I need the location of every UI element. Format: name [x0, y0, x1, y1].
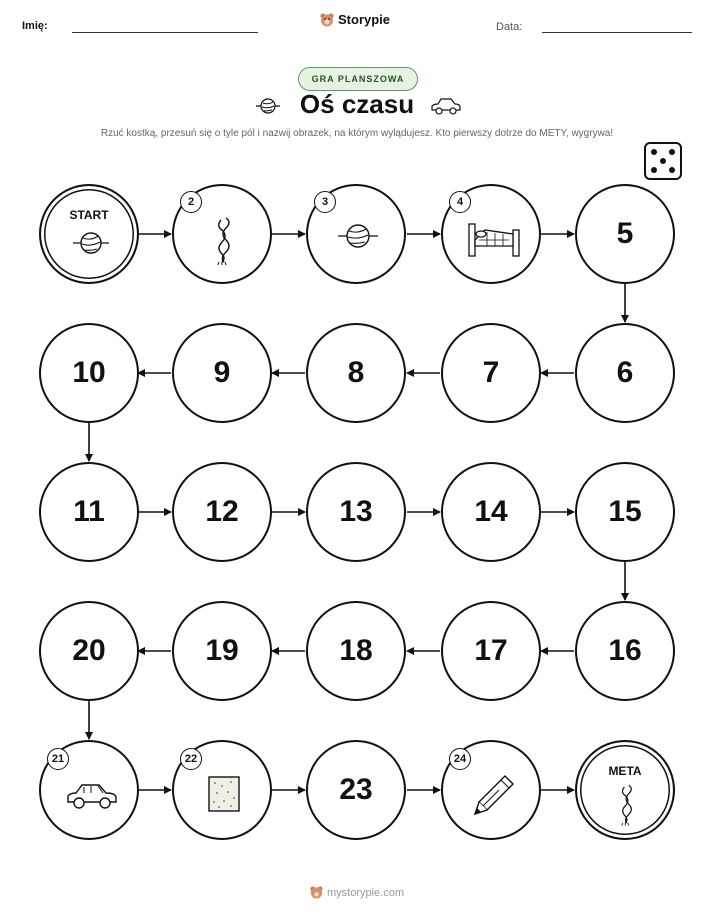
board-cell-15[interactable] [575, 462, 675, 562]
yarn-ball-icon [336, 222, 380, 250]
cell-number: 9 [213, 356, 231, 389]
footer-url[interactable]: mystorypie.com [326, 886, 405, 899]
board-cell-17[interactable] [441, 601, 541, 701]
board-cell-19[interactable] [172, 601, 272, 701]
board-cell-23[interactable] [306, 740, 406, 840]
board-cell-13[interactable] [306, 462, 406, 562]
name-label: Imię: [22, 20, 48, 32]
finish-cell[interactable] [575, 740, 675, 840]
board-cell-7[interactable] [441, 323, 541, 423]
cell-badge-2: 2 [180, 191, 202, 213]
cell-number: 8 [347, 356, 365, 389]
instructions: Rzuć kostką, przesuń się o tyle pól i nazwij obrazek, na którym wylądujesz. Kto pierwszy dotrze do METY, wygrywa! [100, 128, 614, 139]
cell-badge-24: 24 [449, 748, 471, 770]
start-label: START [69, 208, 109, 222]
cell-number: 20 [72, 634, 106, 667]
board-cell-8[interactable] [306, 323, 406, 423]
board-cell-11[interactable] [39, 462, 139, 562]
board-cell-18[interactable] [306, 601, 406, 701]
board-cell-9[interactable] [172, 323, 272, 423]
cell-number: 15 [608, 495, 642, 528]
page-title: Oś czasu [299, 89, 415, 119]
board-cell-16[interactable] [575, 601, 675, 701]
board-cell-5[interactable] [575, 184, 675, 284]
cell-number: 18 [339, 634, 373, 667]
car-icon [65, 780, 119, 812]
board-cell-14[interactable] [441, 462, 541, 562]
board-cell-20[interactable] [39, 601, 139, 701]
brand-name: Storypie [338, 12, 391, 27]
board-cell-10[interactable] [39, 323, 139, 423]
cell-number: 11 [73, 495, 105, 528]
cell-number: 19 [205, 634, 239, 667]
cell-number: 5 [616, 217, 634, 250]
braid-icon [210, 216, 238, 266]
cell-badge-3: 3 [314, 191, 336, 213]
start-cell[interactable] [39, 184, 139, 284]
cell-number: 14 [474, 495, 508, 528]
cell-number: 23 [339, 773, 373, 806]
finish-label: META [608, 764, 642, 778]
date-label: Data: [496, 21, 523, 33]
cell-number: 13 [339, 495, 373, 528]
yarn-ball-icon [71, 230, 111, 256]
cell-number: 7 [482, 356, 500, 389]
pencil-icon [471, 772, 517, 818]
bed-icon [465, 218, 523, 258]
category-badge: GRA PLANSZOWA [298, 67, 418, 91]
cell-number: 17 [474, 634, 508, 667]
bear-icon [310, 886, 323, 899]
footer [0, 886, 714, 899]
cell-number: 6 [616, 356, 634, 389]
braid-icon [615, 782, 639, 828]
cell-badge-22: 22 [180, 748, 202, 770]
board-cell-6[interactable] [575, 323, 675, 423]
board-cell-12[interactable] [172, 462, 272, 562]
cell-number: 12 [205, 495, 239, 528]
sponge-icon [206, 774, 242, 814]
cell-number: 10 [72, 356, 106, 389]
cell-badge-21: 21 [47, 748, 69, 770]
cell-badge-4: 4 [449, 191, 471, 213]
cell-number: 16 [608, 634, 642, 667]
